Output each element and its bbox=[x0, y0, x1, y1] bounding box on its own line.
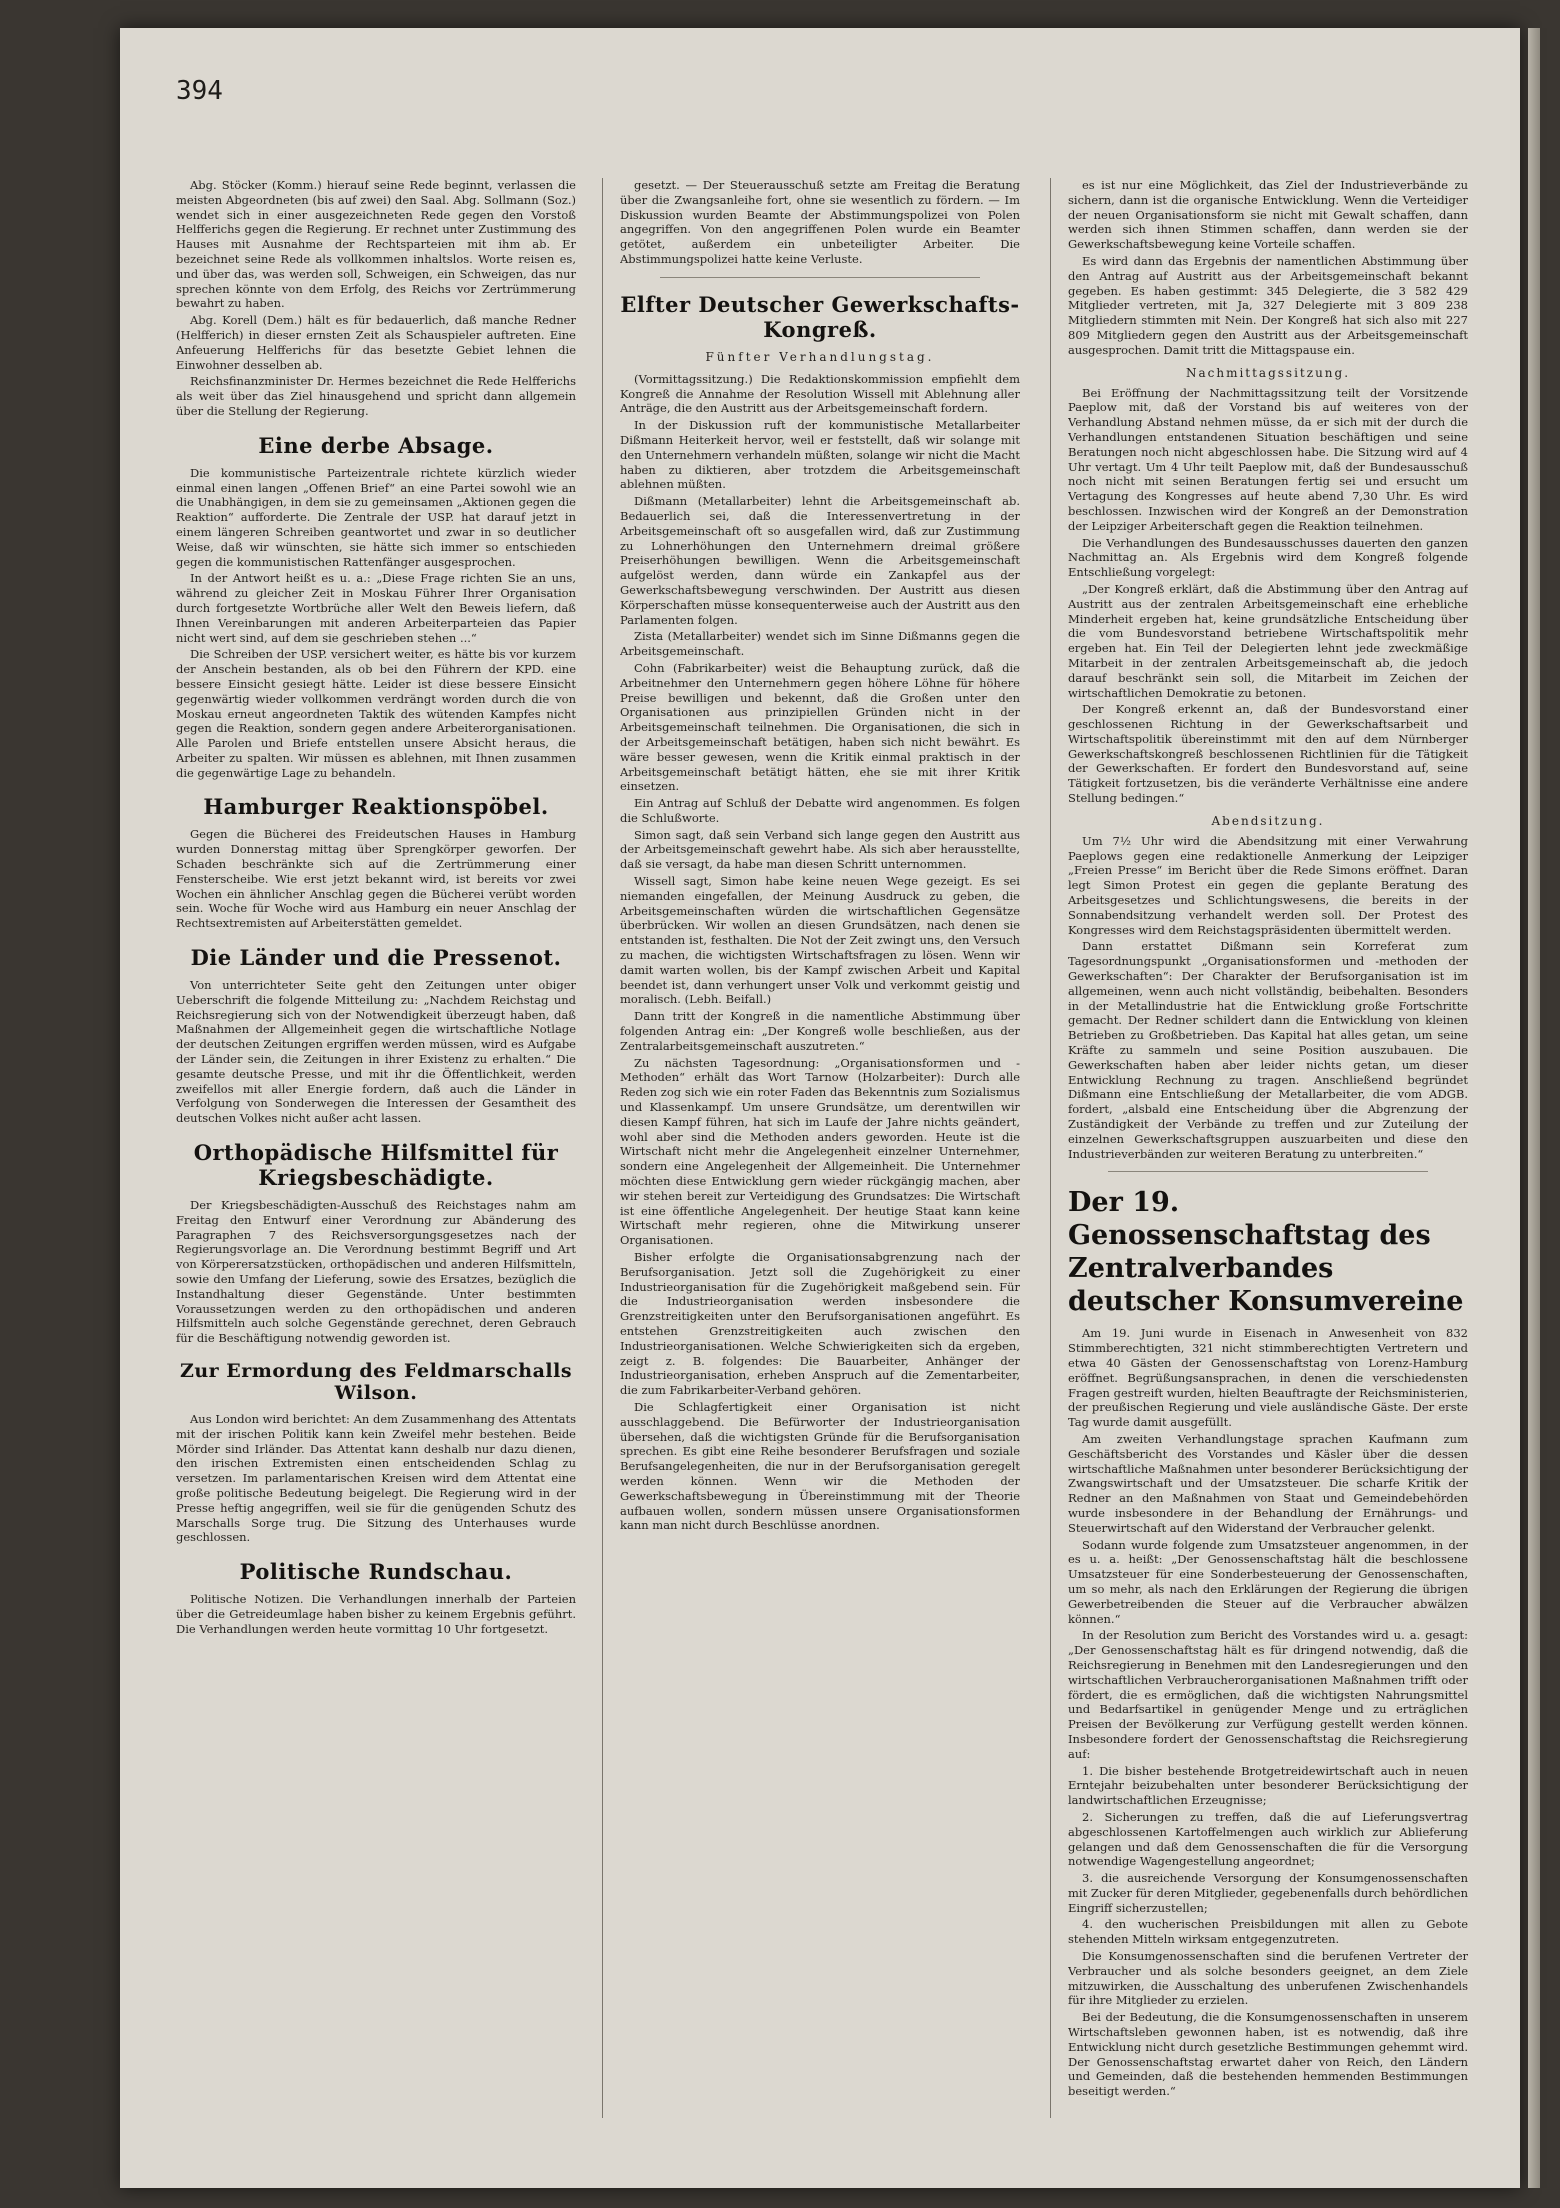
section-heading: Abendsitzung. bbox=[1211, 813, 1325, 828]
separator bbox=[660, 277, 980, 278]
article-paragraph: es ist nur eine Möglichkeit, das Ziel der Industrieverbände zu sichern, dann ist die organische Entwicklung. Wenn die Verteidiger der neuen Organisationsform sie nicht mit Gewalt schaffen, dann werden sich ihnen Stimmen schaffen, dann werden sie der Gewerkschaftsbewegung keine Vorteile schaffen. bbox=[1068, 178, 1468, 252]
article-paragraph: „Der Kongreß erklärt, daß die Abstimmung über den Antrag auf Austritt aus der zentralen Arbeitsgemeinschaft eine erhebliche Minderheit ergeben hat, keine grundsätzliche Entscheidung über die vom Bundesvorstand betriebene Wirtschaftspolitik mehr ergeben hat. Ein Teil der Delegierten lehnt jede zweckmäßige Mitarbeit in der zentralen Arbeitsgemeinschaft ab, die jedoch darauf beschränkt sein soll, die Mitarbeit im Zeichen der wirtschaftlichen Demokratie zu betonen. bbox=[1068, 581, 1468, 700]
article-paragraph: Simon sagt, daß sein Verband sich lange gegen den Austritt aus der Arbeitsgemeinschaft gewehrt habe. Als sich aber herausstellte, daß sie versagt, da habe man diesen Schritt unternommen. bbox=[620, 827, 1020, 872]
article-paragraph: Die Schreiben der USP. versichert weiter, es hätte bis vor kurzem der Anschein bestanden, als ob bei den Führern der KPD. eine bessere Einsicht gesiegt hätte. Leider ist diese bessere Einsicht gegenwärtig wieder vollkommen verdrängt worden durch die von Moskau erneut angeordneten Taktik des wütenden Kampfes nicht gegen die Reaktion, sondern gegen andere Arbeiterorganisationen. Alle Parolen und Briefe entstellen unsere Absicht heraus, die Arbeiter zu spalten. Wir müssen es ablehnen, mit Ihnen zusammen die gegenwärtige Lage zu behandeln. bbox=[176, 647, 576, 780]
article-paragraph: Am 19. Juni wurde in Eisenach in Anwesenheit von 832 Stimmberechtigten, 321 nicht stimmberechtigten Vertretern und etwa 40 Gästen der Genossenschaftstag von Lorenz-Hamburg eröffnet. Begrüßungsansprachen, in denen die verschiedensten Fragen gestreift wurden, hielten Beauftragte der Reichsministerien, der preußischen Regierung und viele ausländische Gäste. Der erste Tag wurde damit ausgefüllt. bbox=[1068, 1326, 1468, 1430]
article-paragraph: In der Diskussion ruft der kommunistische Metallarbeiter Dißmann Heiterkeit hervor, weil er feststellt, daß wir solange mit den Unternehmern verhandeln müßten, solange wir nicht die Macht haben zu diktieren, aber trotzdem die Arbeitsgemeinschaft ablehnen müßten. bbox=[620, 418, 1020, 492]
article-paragraph: Dann tritt der Kongreß in die namentliche Abstimmung über folgenden Antrag ein: „Der Kongreß wolle beschließen, aus der Zentralarbeitsgemeinschaft auszutreten.“ bbox=[620, 1009, 1020, 1053]
article-paragraph: 1. Die bisher bestehende Brotgetreidewirtschaft auch in neuen Erntejahr beizubehalten unter besonderer Berücksichtigung der landwirtschaftlichen Erzeugnisse; bbox=[1068, 1763, 1468, 1808]
headline: Orthopädische Hilfsmittel für Kriegsbeschädigte. bbox=[193, 1140, 559, 1191]
column-1 bbox=[176, 178, 576, 2128]
column-3 bbox=[1068, 178, 1468, 2128]
separator bbox=[1108, 1171, 1428, 1172]
column-rule bbox=[1050, 178, 1051, 2118]
article-paragraph: Wissell sagt, Simon habe keine neuen Wege gezeigt. Es sei niemanden eingefallen, der Meinung Ausdruck zu geben, die Arbeitsgemeinschaften würden die wirtschaftlichen Gegensätze überbrücken. Wir wollen an diesen Grundsätzen, nach denen sie entstanden ist, festhalten. Die Not der Zeit zwingt uns, den Versuch zu machen, die wichtigsten Wirtschaftsfragen zu lösen. Wenn wir damit warten wollen, bis der Kampf zwischen Arbeit und Kapital beendet ist, dann verhungert unser Volk und verkommt geistig und moralisch. (Lebh. Beifall.) bbox=[620, 874, 1020, 1007]
page-binding bbox=[1528, 28, 1540, 2188]
article-paragraph: Um 7½ Uhr wird die Abendsitzung mit einer Verwahrung Paeplows gegen eine redaktionelle Anmerkung der Leipziger „Freien Presse“ im Bericht über die Rede Simons eröffnet. Daran legt Simon Protest ein gegen die geplante Beratung des Arbeitsgesetzes und Schlichtungswesens, die bereits in der Sonnabendsitzung verhandelt werden soll. Der Protest des Kongresses wird dem Reichstagspräsidenten übermittelt werden. bbox=[1068, 833, 1468, 937]
article-paragraph: Der Kongreß erkennt an, daß der Bundesvorstand einer geschlossenen Richtung in der Gewerkschaftsarbeit und Wirtschaftspolitik übereinstimmt mit den auf dem Nürnberger Gewerkschaftskongreß beschlossenen Richtlinien für die Tätigkeit der Gewerkschaften. Er fordert den Bundesvorstand auf, seine Tätigkeit fortzusetzen, bis die veränderte Verhältnisse eine andere Stellung bedingen.“ bbox=[1068, 702, 1468, 806]
headline: Die Länder und die Pressenot. bbox=[190, 945, 562, 971]
article-paragraph: Cohn (Fabrikarbeiter) weist die Behauptung zurück, daß die Arbeitnehmer den Unternehmern gegen höhere Löhne für höhere Preise bewilligen und bekennt, daß die Großen unter den Organisationen aus prinzipiellen Gründen nicht in der Arbeitsgemeinschaft teilnehmen. Die Organisationen, die sich in der Arbeitsgemeinschaft betätigen, haben sich nicht bewährt. Es wäre besser gewesen, wenn die Kritik einmal praktisch in der Arbeitsgemeinschaft betätigt hätten, ehe sie mit ihrer Kritik einsetzen. bbox=[620, 660, 1020, 794]
article-paragraph: Von unterrichteter Seite geht den Zeitungen unter obiger Ueberschrift die folgende Mitteilung zu: „Nachdem Reichstag und Reichsregierung sich von der Notwendigkeit überzeugt haben, daß Maßnahmen der Allgemeinheit gegen die wirtschaftliche Notlage der deutschen Zeitungen ergriffen werden müssen, wird es Aufgabe der Länder sein, die Zeitungen in ihrer Existenz zu erhalten.“ Die gesamte deutsche Presse, und mit ihr die Öffentlichkeit, werden zweifellos mit aller Energie fordern, daß auch die Länder in Verfolgung von Sonderwegen die Interessen der Gesamtheit des deutschen Volkes nicht außer acht lassen. bbox=[176, 978, 576, 1126]
article-paragraph: Reichsfinanzminister Dr. Hermes bezeichnet die Rede Helfferichs als weit über das Ziel hinausgehend und spricht dann allgemein über die Stellung der Regierung. bbox=[176, 374, 576, 418]
article-paragraph: Zu nächsten Tagesordnung: „Organisationsformen und -Methoden“ erhält das Wort Tarnow (Holzarbeiter): Durch alle Reden zog sich wie ein roter Faden das Bekenntnis zum Sozialismus und Klassenkampf. Um unsere Grundsätze, um derentwillen wir diesen Kampf führen, hat sich im Laufe der Jahre nichts geändert, wohl aber sind die Methoden anders geworden. Heute ist die Wirtschaft nicht mehr die Angelegenheit einzelner Unternehmer, sondern eine Angelegenheit der Allgemeinheit. Die Unternehmer möchten diese Entwicklung gern wieder rückgängig machen, aber wir stehen bereit zur Verteidigung des Grundsatzes: Die Wirtschaft ist eine öffentliche Angelegenheit. Der heutige Staat kann keine Wirtschaft mehr regieren, ohne die Mitwirkung unserer Organisationen. bbox=[620, 1055, 1020, 1248]
article-paragraph: Sodann wurde folgende zum Umsatzsteuer angenommen, in der es u. a. heißt: „Der Genossenschaftstag hält die beschlossene Umsatzsteuer für eine Sonderbesteuerung der Genossenschaften, um so mehr, als nach den Erklärungen der Regierung die übrigen Gewerbetreibenden die Steuer auf die Verbraucher abwälzen können.“ bbox=[1068, 1537, 1468, 1626]
article-paragraph: 2. Sicherungen zu treffen, daß die auf Lieferungsvertrag abgeschlossenen Kartoffelmengen auch wirklich zur Ablieferung gelangen und daß dem Genossenschaften die für die Versorgung notwendige Wagengestellung angeordnet; bbox=[1068, 1809, 1468, 1869]
article-paragraph: gesetzt. — Der Steuerausschuß setzte am Freitag die Beratung über die Zwangsanleihe fort, ohne sie wesentlich zu fördern. — Im Diskussion wurden Beamte der Abstimmungspolizei von Polen angegriffen. Von den angegriffenen Polen wurde ein Beamter getötet, außerdem ein unbeteiligter Arbeiter. Die Abstimmungspolizei hatte keine Verluste. bbox=[620, 178, 1020, 266]
article-paragraph: In der Resolution zum Bericht des Vorstandes wird u. a. gesagt: „Der Genossenschaftstag hält es für dringend notwendig, daß die Reichsregierung in Benehmen mit den Landesregierungen und den wirtschaftlichen Verbraucherorganisationen Maßnahmen trifft oder fördert, die es ermöglichen, daß die wichtigsten Nahrungsmittel und Bedarfsartikel in genügender Menge und zu erträglichen Preisen der Bevölkerung zur Verfügung gestellt werden können. Insbesondere fordert der Genossenschaftstag die Reichsregierung auf: bbox=[1068, 1628, 1468, 1761]
section-heading: Nachmittagssitzung. bbox=[1185, 365, 1351, 380]
newspaper-page bbox=[120, 28, 1520, 2188]
article-paragraph: Aus London wird berichtet: An dem Zusammenhang des Attentats mit der irischen Politik kann kein Zweifel mehr bestehen. Beide Mörder sind Irländer. Das Attentat kann deshalb nur dazu dienen, den irischen Extremisten einen entscheidenden Schlag zu versetzen. Im parlamentarischen Kreisen wird dem Attentat eine große politische Bedeutung beigelegt. Die Regierung wird in der Presse heftig angegriffen, weil sie für die genügenden Schutz des Marschalls Sorge trug. Die Sitzung des Unterhauses wurde geschlossen. bbox=[176, 1412, 576, 1545]
column-rule bbox=[602, 178, 603, 2118]
headline: Zur Ermordung des Feldmarschalls Wilson. bbox=[179, 1360, 573, 1404]
article-paragraph: Zista (Metallarbeiter) wendet sich im Sinne Dißmanns gegen die Arbeitsgemeinschaft. bbox=[620, 629, 1020, 659]
article-paragraph: Die kommunistische Parteizentrale richtete kürzlich wieder einmal einen langen „Offenen Brief“ an eine Partei sowohl wie an die Unabhängigen, in dem sie zu gemeinsamen „Aktionen gegen die Reaktion“ aufforderte. Die Zentrale der USP. hat darauf jetzt in einem längeren Schreiben geantwortet und zwar in so deutlicher Weise, daß wir wünschten, sie hätte sich immer so entschieden gegen die kommunistischen Rattenfänger ausgesprochen. bbox=[176, 465, 576, 569]
article-paragraph: Ein Antrag auf Schluß der Debatte wird angenommen. Es folgen die Schlußworte. bbox=[620, 796, 1020, 825]
article-paragraph: Die Verhandlungen des Bundesausschusses dauerten den ganzen Nachmittag an. Als Ergebnis wird dem Kongreß folgende Entschließung vorgelegt: bbox=[1068, 535, 1468, 580]
article-paragraph: Gegen die Bücherei des Freideutschen Hauses in Hamburg wurden Donnerstag mittag über Sprengkörper geworfen. Der Schaden beschränkte sich auf die Zertrümmerung einer Fensterscheibe. Wie erst jetzt bekannt wird, ist bereits vor zwei Wochen ein ähnlicher Anschlag gegen die Bücherei verübt worden sein. Woche für Woche wird aus Hamburg ein neuer Anschlag der Rechtsextremisten auf Arbeiterstätten gemeldet. bbox=[176, 827, 576, 931]
article-paragraph: Politische Notizen. Die Verhandlungen innerhalb der Parteien über die Getreideumlage haben bisher zu keinem Ergebnis geführt. Die Verhandlungen werden heute vormittag 10 Uhr fortgesetzt. bbox=[176, 1592, 576, 1636]
article-paragraph: Bisher erfolgte die Organisationsabgrenzung nach der Berufsorganisation. Jetzt soll die Zugehörigkeit zu einer Industrieorganisation für die Zugehörigkeit maßgebend sein. Für die Industrieorganisation werden insbesondere die Grenzstreitigkeiten unter den Berufsorganisationen angeführt. Es entstehen Grenzstreitigkeiten auch zwischen den Industrieorganisationen. Welche Schwierigkeiten sich da ergeben, zeigt z. B. folgendes: Die Bauarbeiter, Anhänger der Industrieorganisation, erheben Anspruch auf die Zementarbeiter, die zum Fabrikarbeiter-Verband gehören. bbox=[620, 1250, 1020, 1398]
article-paragraph: Am zweiten Verhandlungstage sprachen Kaufmann zum Geschäftsbericht des Vorstandes und Käsler über die dessen wirtschaftliche Maßnahmen unter besonderer Berücksichtigung der Zwangswirtschaft und der Umsatzsteuer. Die scharfe Kritik der Redner an den Maßnahmen von Staat und Gemeindebehörden wurde insbesondere in der Behandlung der Ernährungs- und Steuerwirtschaft auf den Widerstand der Verbraucher gelenkt. bbox=[1068, 1431, 1468, 1535]
article-paragraph: Bei der Bedeutung, die die Konsumgenossenschaften in unserem Wirtschaftsleben gewonnen haben, ist es notwendig, daß ihre Entwicklung nicht durch gesetzliche Bestimmungen gehemmt wird. Der Genossenschaftstag erwartet daher von Reich, den Ländern und Gemeinden, daß die bestehenden hemmenden Bestimmungen beseitigt werden.“ bbox=[1068, 2010, 1468, 2099]
article-paragraph: Es wird dann das Ergebnis der namentlichen Abstimmung über den Antrag auf Austritt aus der Arbeitsgemeinschaft bekannt gegeben. Es haben gestimmt: 345 Delegierte, die 3 582 429 Mitglieder vertreten, mit Ja, 327 Delegierte mit 3 809 238 Mitgliedern stimmten mit Nein. Der Kongreß hat sich also mit 227 809 Mitgliedern gegen den Austritt aus der Arbeitsgemeinschaft ausgesprochen. Damit tritt die Mittagspause ein. bbox=[1068, 253, 1468, 357]
headline: Eine derbe Absage. bbox=[258, 432, 494, 458]
article-paragraph: (Vormittagssitzung.) Die Redaktionskommission empfiehlt dem Kongreß die Annahme der Resolution Wissell mit Ablehnung aller Anträge, die den Austritt aus der Arbeitsgemeinschaft fordern. bbox=[620, 371, 1020, 416]
article-paragraph: Die Konsumgenossenschaften sind die berufenen Vertreter der Verbraucher und als solche besonders geeignet, an dem Ziele mitzuwirken, die Ausschaltung des unberufenen Zwischenhandels für ihre Mitglieder zu erzielen. bbox=[1068, 1949, 1468, 2008]
article-paragraph: Abg. Korell (Dem.) hält es für bedauerlich, daß manche Redner (Helfferich) in dieser ernsten Zeit als Schauspieler auftreten. Eine Anfeuerung Helfferichs für das besetzte Gebiet lehnen die Einwohner desselben ab. bbox=[176, 313, 576, 372]
headline: Hamburger Reaktionspöbel. bbox=[203, 794, 549, 820]
article-paragraph: 4. den wucherischen Preisbildungen mit allen zu Gebote stehenden Mitteln wirksam entgegenzutreten. bbox=[1068, 1917, 1468, 1947]
article-paragraph: Dann erstattet Dißmann sein Korreferat zum Tagesordnungspunkt „Organisationsformen und -methoden der Gewerkschaften“: Der Charakter der Berufsorganisation ist im allgemeinen, wenn auch nicht vollständig, beibehalten. Besonders in der Metallindustrie hat die Entwicklung große Fortschritte gemacht. Der Redner schildert dann die Entwicklung von kleinen Betrieben zu Großbetrieben. Das Kapital hat alles getan, um seine Kräfte zu sammeln und seine Position auszubauen. Die Gewerkschaften haben aber leider nichts getan, um dieser Entwicklung Rechnung zu tragen. Anschließend begründet Dißmann eine Entschließung der Metallarbeiter, die vom ADGB. fordert, „alsbald eine Entscheidung über die Abgrenzung der Zuständigkeit der Verbände zu treffen und zur Zuteilung der einzelnen Gewerkschaftsgruppen auszuarbeiten und diese den Industrieverbänden zur weiteren Beratung zu unterbreiten.“ bbox=[1068, 939, 1468, 1161]
subheadline: Fünfter Verhandlungstag. bbox=[705, 349, 935, 364]
article-paragraph: Abg. Stöcker (Komm.) hierauf seine Rede beginnt, verlassen die meisten Abgeordneten (bis auf zwei) den Saal. Abg. Sollmann (Soz.) wendet sich in einer ausgezeichneten Rede gegen den Vorstoß Helfferichs gegen die Regierung. Er rechnet unter Zustimmung des Hauses mit Ausnahme der Rechtsparteien mit ihm ab. Er bezeichnet seine Rede als vollkommen inhaltslos. Worte reisen es, und über das, was werden soll, Schweigen, ein Schweigen, das nur sprechen könnte von dem Erfolg, des Reichs vor Zertrümmerung bewahrt zu haben. bbox=[176, 178, 576, 311]
article-paragraph: Der Kriegsbeschädigten-Ausschuß des Reichstages nahm am Freitag den Entwurf einer Verordnung zur Abänderung des Paragraphen 7 des Reichsversorgungsgesetzes nach der Regierungsvorlage an. Die Verordnung bestimmt Begriff und Art von Körperersatzstücken, orthopädischen und anderen Hilfsmitteln, sowie den Umfang der Lieferung, sowie des Ersatzes, bezüglich die Instandhaltung dieser Gegenstände. Unter bestimmten Voraussetzungen werden zu den orthopädischen und anderen Hilfsmitteln auch solche Gegenstände gerechnet, deren Gebrauch für die Beschäftigung notwendig geworden ist. bbox=[176, 1198, 576, 1346]
headline: Elfter Deutscher Gewerkschafts-Kongreß. bbox=[620, 291, 1020, 342]
article-paragraph: Dißmann (Metallarbeiter) lehnt die Arbeitsgemeinschaft ab. Bedauerlich sei, daß die Interessenvertretung in der Arbeitsgemeinschaft oft so ausgefallen wird, daß zur Zustimmung zu Lohnerhöhungen den Unternehmern dreimal größere Preiserhöhungen bewilligen. Wenn die Arbeitsgemeinschaft aufgelöst werden, dann würde ein Zankapfel aus der Gewerkschaftsbewegung verschwinden. Der Austritt aus diesen Körperschaften müsse konsequenterweise auch der Austritt aus den Parlamenten folgen. bbox=[620, 494, 1020, 627]
article-paragraph: Die Schlagfertigkeit einer Organisation ist nicht ausschlaggebend. Die Befürworter der Industrieorganisation übersehen, daß die wichtigsten Gründe für die Berufsorganisation sprechen. Es gibt eine Reihe besonderer Berufsfragen und soziale Berufsangelegenheiten, die nur in der Berufsorganisation geregelt werden können. Wenn wir die Methoden der Gewerkschaftsbewegung in Übereinstimmung mit der Theorie aufbauen wollen, sondern müssen unsere Organisationsformen kann man nicht durch Beschlüsse anordnen. bbox=[620, 1399, 1020, 1533]
column-2 bbox=[620, 178, 1020, 2128]
article-paragraph: Bei Eröffnung der Nachmittagssitzung teilt der Vorsitzende Paeplow mit, daß der Vorstand bis auf weiteres von der Verhandlung Abstand nehmen müsse, da er sich mit der durch die Verhandlungen entstandenen Situation beschäftigen und seine Beratungen noch nicht abgeschlossen habe. Die Sitzung wird auf 4 Uhr vertagt. Um 4 Uhr teilt Paeplow mit, daß der Bundesausschuß noch nicht mit seinen Beratungen fertig sei und ersucht um Vertagung des Kongresses auf heute abend 7,30 Uhr. Es wird beschlossen. Inzwischen wird der Kongreß an der Demonstration der Leipziger Arbeiterschaft gegen die Reaktion teilnehmen. bbox=[1068, 385, 1468, 533]
page-number: 394 bbox=[176, 76, 223, 106]
article-paragraph: 3. die ausreichende Versorgung der Konsumgenossenschaften mit Zucker für deren Mitglieder, gegebenenfalls durch behördlichen Eingriff sicherzustellen; bbox=[1068, 1871, 1468, 1915]
headline: Der 19. Genossenschaftstag des Zentralverbandes deutscher Konsumvereine bbox=[1068, 1187, 1464, 1318]
headline: Politische Rundschau. bbox=[239, 1559, 513, 1585]
article-paragraph: In der Antwort heißt es u. a.: „Diese Frage richten Sie an uns, während zu gleicher Zeit in Moskau Führer Ihrer Organisation durch fortgesetzte Wortbrüche aller Welt den Beweis liefern, daß Ihnen Vereinbarungen mit anderen Arbeiterparteien das Papier nicht wert sind, auf dem sie geschrieben stehen ...“ bbox=[176, 571, 576, 645]
